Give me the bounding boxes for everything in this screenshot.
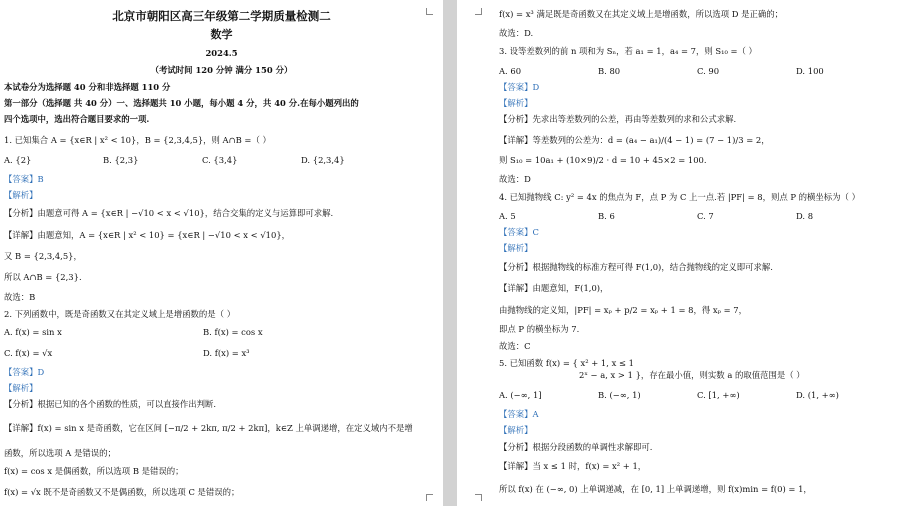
- q1-analysis-tag: 【解析】: [4, 190, 38, 200]
- q5-analysis-tag: 【解析】: [499, 425, 533, 435]
- q5-answer: 【答案】A: [499, 409, 539, 419]
- q1-step3: 所以 A∩B = {2,3}.: [4, 272, 82, 282]
- page-corner-mark: [426, 494, 433, 501]
- q4-option-c: C. 7: [697, 211, 714, 221]
- q4-answer: 【答案】C: [499, 227, 539, 237]
- q5-option-a: A. (−∞, 1]: [499, 390, 542, 400]
- q4-option-a: A. 5: [499, 211, 516, 221]
- q5-option-d: D. (1, +∞): [796, 390, 839, 400]
- subject-title: 数学: [210, 28, 233, 41]
- exam-title: 北京市朝阳区高三年级第二学期质量检测二: [112, 9, 331, 23]
- q2-detail-b: f(x) = cos x 是偶函数，所以选项 B 是错误的；: [4, 466, 184, 476]
- q2-detail: 【详解】f(x) = sin x 是奇函数，它在区间 [−π/2 + 2kπ, π/2 + 2kπ]，k∈Z 上单调递增，在定义域内不是增: [4, 423, 413, 433]
- page-corner-mark: [475, 494, 482, 501]
- q1-fenxi: 【分析】由题意可得 A = {x∈R | −√10 < x < √10}，结合交集的定义与运算即可求解.: [4, 208, 334, 218]
- q1-option-c: C. {3,4}: [202, 155, 238, 165]
- q3-option-c: C. 90: [697, 66, 720, 76]
- q3-detail: 【详解】等差数列的公差为：d = (a₄ − a₁)/(4 − 1) = (7 − 1)/3 = 2，: [499, 135, 770, 145]
- q5-fenxi: 【分析】根据分段函数的单调性求解即可.: [499, 442, 653, 452]
- page-gutter: [443, 0, 457, 506]
- q1-option-d: D. {2,3,4}: [301, 155, 345, 165]
- page-corner-mark: [475, 8, 482, 15]
- q3-stem: 3. 设等差数列的前 n 项和为 Sₙ，若 a₁ = 1，a₄ = 7，则 S₁₀ =（ ）: [499, 46, 757, 56]
- page-corner-mark: [426, 8, 433, 15]
- q3-option-b: B. 80: [598, 66, 621, 76]
- q4-option-b: B. 6: [598, 211, 615, 221]
- q3-step2: 则 S₁₀ = 10a₁ + (10×9)/2 · d = 10 + 45×2 = 100.: [499, 155, 707, 165]
- q2-detail-cont: 函数，所以选项 A 是错误的；: [4, 448, 116, 458]
- q3-conclusion: 故选：D: [499, 174, 531, 184]
- q4-step2: 由抛物线的定义知，|PF| = xₚ + p/2 = xₚ + 1 = 8，得 xₚ = 7，: [499, 305, 748, 315]
- q3-fenxi: 【分析】先求出等差数列的公差，再由等差数列的求和公式求解.: [499, 114, 737, 124]
- q2-option-c: C. f(x) = √x: [4, 348, 53, 358]
- q4-step3: 即点 P 的横坐标为 7.: [499, 324, 580, 334]
- exam-date: 2024.5: [205, 48, 238, 58]
- q3-answer: 【答案】D: [499, 82, 540, 92]
- q2-option-d: D. f(x) = x³: [203, 348, 250, 358]
- q3-analysis-tag: 【解析】: [499, 98, 533, 108]
- q5-option-c: C. [1, +∞): [697, 390, 740, 400]
- q3-option-d: D. 100: [796, 66, 824, 76]
- q2-cont: f(x) = x³ 满足既是奇函数又在其定义域上是增函数，所以选项 D 是正确的；: [499, 9, 783, 19]
- intro-text: 本试卷分为选择题 40 分和非选择题 110 分: [4, 82, 171, 92]
- q2-option-a: A. f(x) = sin x: [4, 327, 62, 337]
- q3-option-a: A. 60: [499, 66, 522, 76]
- q2-option-b: B. f(x) = cos x: [203, 327, 263, 337]
- q5-detail: 【详解】当 x ≤ 1 时，f(x) = x² + 1，: [499, 461, 647, 471]
- q4-analysis-tag: 【解析】: [499, 243, 533, 253]
- q2-stem: 2. 下列函数中，既是奇函数又在其定义域上是增函数的是（ ）: [4, 309, 236, 319]
- q1-conclusion: 故选：B: [4, 292, 36, 302]
- q5-stem-cont: 2ˣ − a, x > 1 }，存在最小值，则实数 a 的取值范围是（ ）: [579, 370, 805, 380]
- q5-step2: 所以 f(x) 在 (−∞, 0) 上单调递减，在 [0, 1] 上单调递增，则 f(x)min = f(0) = 1，: [499, 484, 812, 494]
- q2-answer: 【答案】D: [4, 367, 45, 377]
- q2-conclusion: 故选：D.: [499, 28, 534, 38]
- right-page: [457, 0, 900, 506]
- q1-step2: 又 B = {2,3,4,5}，: [4, 251, 82, 261]
- q1-answer: 【答案】B: [4, 174, 44, 184]
- q2-detail-c: f(x) = √x 既不是奇函数又不是偶函数，所以选项 C 是错误的；: [4, 487, 240, 497]
- q4-fenxi: 【分析】根据抛物线的标准方程可得 F(1,0)，结合抛物线的定义即可求解.: [499, 262, 773, 272]
- q4-option-d: D. 8: [796, 211, 814, 221]
- q1-option-b: B. {2,3}: [103, 155, 139, 165]
- q1-stem: 1. 已知集合 A = {x∈R | x² < 10}，B = {2,3,4,5}，则 A∩B =（ ）: [4, 135, 271, 145]
- q5-option-b: B. (−∞, 1): [598, 390, 641, 400]
- q1-option-a: A. {2}: [4, 155, 32, 165]
- q4-stem: 4. 已知抛物线 C: y² = 4x 的焦点为 F，点 P 为 C 上一点.若 |PF| = 8，则点 P 的横坐标为（ ）: [499, 192, 860, 202]
- q5-stem: 5. 已知函数 f(x) = { x² + 1, x ≤ 1: [499, 358, 634, 368]
- q1-detail: 【详解】由题意知，A = {x∈R | x² < 10} = {x∈R | −√10 < x < √10}，: [4, 230, 291, 240]
- exam-info: （考试时间 120 分钟 满分 150 分）: [150, 65, 293, 75]
- part1-heading-cont: 四个选项中，选出符合题目要求的一项.: [4, 114, 150, 124]
- q4-conclusion: 故选：C: [499, 341, 531, 351]
- part1-heading: 第一部分（选择题 共 40 分）一、选择题共 10 小题，每小题 4 分，共 40 分.在每小题列出的: [4, 98, 359, 108]
- left-page: [0, 0, 443, 506]
- q2-analysis-tag: 【解析】: [4, 383, 38, 393]
- q4-detail: 【详解】由题意知，F(1,0)，: [499, 283, 609, 293]
- q2-fenxi: 【分析】根据已知的各个函数的性质，可以直接作出判断.: [4, 399, 217, 409]
